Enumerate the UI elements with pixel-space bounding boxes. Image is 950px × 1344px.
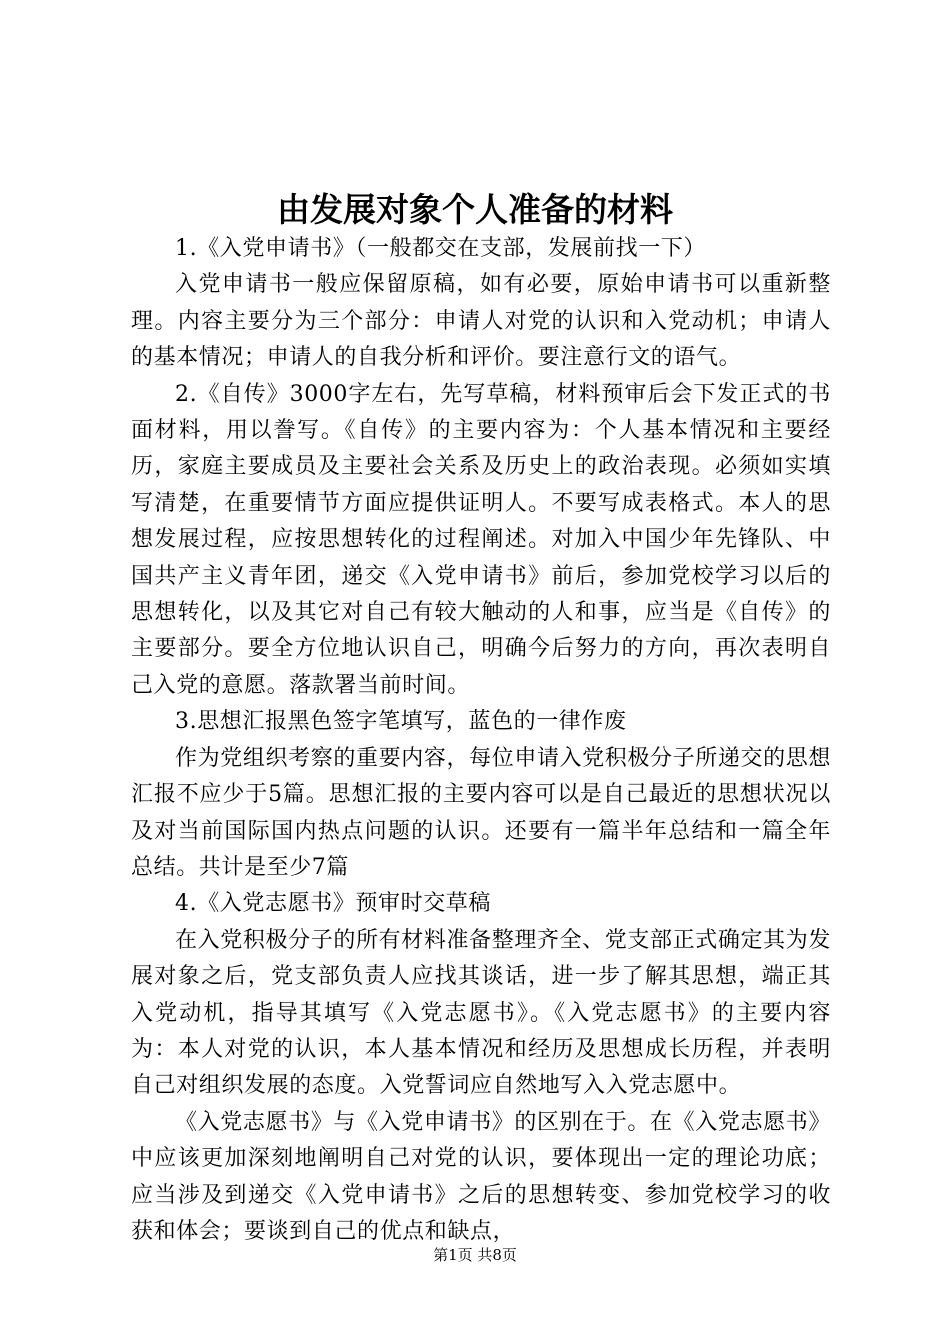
paragraph-volunteer-form-description: 在入党积极分子的所有材料准备整理齐全、党支部正式确定其为发展对象之后，党支部负责人应找其谈话，进一步了解其思想，端正其入党动机，指导其填写《入党志愿书》。《入党志愿书》的主要内容为：本人对党的认识，本人基本情况和经历及思想成长历程，并表明自己对组织发展的态度。入党誓词应自然地写入入党志愿中。 — [131, 927, 831, 1099]
paragraph-item-3-heading: 3.思想汇报黑色签字笔填写，蓝色的一律作废 — [175, 709, 627, 735]
paragraph-autobiography: 2.《自传》3000字左右，先写草稿，材料预审后会下发正式的书面材料，用以誊写。《自传》的主要内容为：个人基本情况和主要经历，家庭主要成员及主要社会关系及历史上的政治表现。必须如实填写清楚，在重要情节方面应提供证明人。不要写成表格式。本人的思想发展过程，应按思想转化的过程阐述。对加入中国少年先锋队、中国共产主义青年团，递交《入党申请书》前后，参加党校学习以后的思想转化，以及其它对自己有较大触动的人和事，应当是《自传》的主要部分。要全方位地认识自己，明确今后努力的方向，再次表明自己入党的意愿。落款署当前时间。 — [131, 381, 831, 698]
paragraph-application-description: 入党申请书一般应保留原稿，如有必要，原始申请书可以重新整理。内容主要分为三个部分：申请人对党的认识和入党动机；申请人的基本情况；申请人的自我分析和评价。要注意行文的语气。 — [131, 272, 831, 371]
paragraph-difference-description: 《入党志愿书》与《入党申请书》的区别在于。在《入党志愿书》中应该更加深刻地阐明自己对党的认识，要体现出一定的理论功底；应当涉及到递交《入党申请书》之后的思想转变、参加党校学习的收获和体会；要谈到自己的优点和缺点， — [131, 1109, 831, 1244]
paragraph-item-4-heading: 4.《入党志愿书》预审时交草稿 — [175, 891, 491, 917]
paragraph-thought-report-description: 作为党组织考察的重要内容，每位申请入党积极分子所递交的思想汇报不应少于5篇。思想汇报的主要内容可以是自己最近的思想状况以及对当前国际国内热点问题的认识。还要有一篇半年总结和一篇全年总结。共计是至少7篇 — [131, 745, 831, 880]
paragraph-item-1-heading: 1.《入党申请书》（一般都交在支部，发展前找一下） — [175, 236, 706, 261]
page-number-footer: 第1页 共8页 — [433, 1246, 517, 1264]
document-body — [131, 231, 831, 1250]
document-title: 由发展对象个人准备的材料 — [277, 190, 673, 229]
